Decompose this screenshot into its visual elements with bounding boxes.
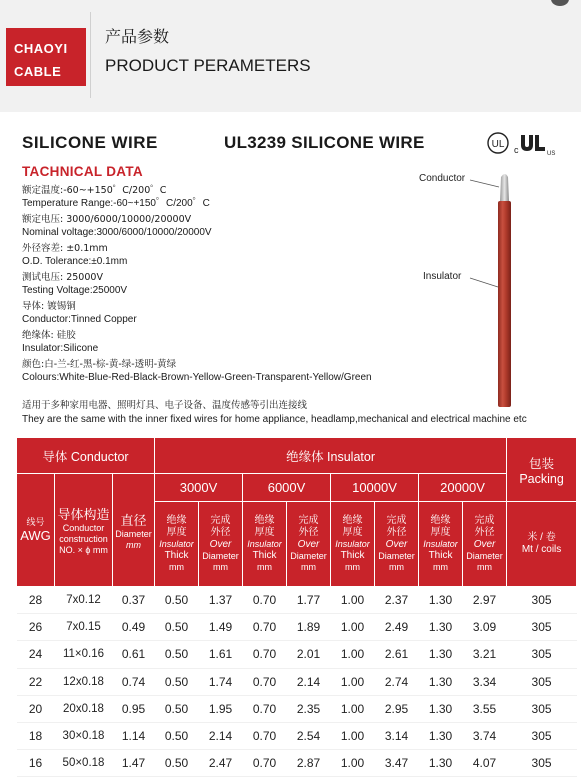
spec-cn: 颜色:白-兰-红-黑-棕-黄-绿-透明-黄绿	[22, 359, 177, 370]
thick-unit: mm	[257, 562, 273, 572]
cell-thick: 0.70	[243, 695, 287, 722]
od-unit: mm	[477, 562, 493, 572]
thick-header	[419, 502, 463, 587]
cell-diameter: 1.14	[113, 722, 155, 749]
spec-cn: 导体: 镀锡铜	[22, 301, 76, 312]
thick-unit: mm	[345, 562, 361, 572]
cell-packing: 305	[507, 668, 577, 695]
cell-od: 4.07	[463, 750, 507, 777]
thick-cn1: 绝缘	[254, 515, 275, 526]
cell-packing: 305	[507, 722, 577, 749]
cell-od: 1.89	[287, 614, 331, 641]
cell-thick: 0.50	[155, 722, 199, 749]
construction-en1: Conductor	[62, 523, 105, 533]
od-cn2: 外径	[210, 527, 231, 538]
cell-thick: 0.70	[243, 722, 287, 749]
cell-awg: 24	[17, 641, 55, 668]
cell-thick: 0.50	[155, 750, 199, 777]
cell-od: 3.74	[463, 722, 507, 749]
pack-unit-header	[507, 502, 577, 587]
cell-awg: 28	[17, 587, 55, 614]
cell-thick: 1.00	[331, 614, 375, 641]
od-header	[375, 502, 419, 587]
usage-note	[22, 399, 572, 427]
diameter-unit: mm	[126, 539, 141, 550]
spec-colours	[22, 359, 412, 384]
cell-od: 2.47	[199, 750, 243, 777]
cell-awg: 16	[17, 750, 55, 777]
od-cn2: 外径	[386, 527, 407, 538]
spec-list	[22, 185, 412, 388]
cell-diameter: 0.95	[113, 695, 155, 722]
usage-cn: 适用于多种家用电器、照明灯具、电子设备、温度传感等引出连接线	[22, 400, 308, 411]
cell-packing: 305	[507, 641, 577, 668]
wire-illustration	[415, 165, 565, 410]
od-header	[199, 502, 243, 587]
voltage-header: 6000V	[243, 474, 331, 502]
cell-od: 3.34	[463, 668, 507, 695]
od-en2: Diameter	[290, 551, 327, 561]
spec-en: Colours:White-Blue-Red-Black-Brown-Yellow-Green-Transparent-Yellow/Green	[22, 371, 372, 383]
table-row	[17, 668, 577, 695]
cell-diameter: 0.49	[113, 614, 155, 641]
cell-od: 2.74	[375, 668, 419, 695]
cell-od: 3.55	[463, 695, 507, 722]
spec-tolerance	[22, 243, 412, 268]
thick-cn2: 厚度	[166, 527, 187, 538]
cell-od: 2.97	[463, 587, 507, 614]
thick-cn1: 绝缘	[430, 515, 451, 526]
cell-diameter: 0.37	[113, 587, 155, 614]
insulator-label: Insulator	[423, 271, 462, 282]
conductor-strands	[500, 174, 509, 201]
cell-construction: 20x0.18	[55, 695, 113, 722]
header-divider	[90, 12, 91, 98]
cell-construction: 7x0.12	[55, 587, 113, 614]
insulator-group-header: 绝缘体 Insulator	[155, 438, 507, 474]
thick-en2: Thick	[340, 550, 365, 561]
od-en1: Over	[209, 539, 232, 550]
cell-od: 2.61	[375, 641, 419, 668]
od-header	[287, 502, 331, 587]
ul-mark-us: US	[547, 151, 556, 157]
thick-header	[331, 502, 375, 587]
thick-header	[243, 502, 287, 587]
table-row	[17, 614, 577, 641]
voltage-header: 20000V	[419, 474, 507, 502]
cell-thick: 0.50	[155, 587, 199, 614]
logo-line2: CABLE	[14, 64, 62, 79]
cell-od: 2.01	[287, 641, 331, 668]
spec-en: Testing Voltage:25000V	[22, 284, 128, 296]
thick-cn2: 厚度	[430, 527, 451, 538]
thick-cn2: 厚度	[342, 527, 363, 538]
awg-en: AWG	[20, 528, 51, 543]
cell-thick: 1.00	[331, 641, 375, 668]
cell-diameter: 0.61	[113, 641, 155, 668]
construction-cn: 导体构造	[57, 507, 110, 522]
od-unit: mm	[389, 562, 405, 572]
spec-testing-voltage	[22, 272, 412, 297]
parameter-table-wrap	[16, 437, 576, 777]
od-cn1: 完成	[474, 515, 495, 526]
product-name: SILICONE WIRE	[22, 133, 158, 152]
table-row	[17, 587, 577, 614]
cell-od: 3.09	[463, 614, 507, 641]
cell-od: 1.95	[199, 695, 243, 722]
cell-thick: 1.00	[331, 695, 375, 722]
spec-en: Conductor:Tinned Copper	[22, 313, 137, 325]
cell-thick: 1.00	[331, 587, 375, 614]
spec-conductor	[22, 301, 412, 326]
table-row	[17, 695, 577, 722]
cell-diameter: 0.74	[113, 668, 155, 695]
cell-thick: 1.30	[419, 668, 463, 695]
cell-od: 2.37	[375, 587, 419, 614]
thick-en1: Insulator	[247, 539, 282, 549]
cell-thick: 1.00	[331, 722, 375, 749]
spec-voltage	[22, 214, 412, 239]
cell-construction: 12x0.18	[55, 668, 113, 695]
cell-awg: 20	[17, 695, 55, 722]
table-row	[17, 641, 577, 668]
cell-thick: 1.30	[419, 641, 463, 668]
od-cn2: 外径	[298, 527, 319, 538]
logo-line1: CHAOYI	[14, 41, 68, 56]
od-header	[463, 502, 507, 587]
thick-cn1: 绝缘	[342, 515, 363, 526]
parameter-table	[16, 437, 577, 777]
thick-en1: Insulator	[335, 539, 370, 549]
od-cn1: 完成	[298, 515, 319, 526]
cell-thick: 0.70	[243, 641, 287, 668]
cell-construction: 11×0.16	[55, 641, 113, 668]
thick-en1: Insulator	[423, 539, 458, 549]
brand-logo	[6, 28, 86, 86]
spec-cn: 绝缘体: 硅胶	[22, 330, 76, 341]
spec-cn: 外径容差: ±0.1mm	[22, 243, 108, 254]
spec-en: Temperature Range:-60~+150゜C/200゜C	[22, 197, 210, 209]
diameter-en: Diameter	[115, 528, 152, 539]
od-en1: Over	[473, 539, 496, 550]
thick-unit: mm	[433, 562, 449, 572]
cell-od: 1.49	[199, 614, 243, 641]
pack-en: Mt / coils	[521, 544, 562, 555]
cell-od: 1.77	[287, 587, 331, 614]
thick-cn1: 绝缘	[166, 515, 187, 526]
thick-unit: mm	[169, 562, 185, 572]
cell-od: 2.49	[375, 614, 419, 641]
awg-header	[17, 474, 55, 587]
cell-thick: 0.50	[155, 668, 199, 695]
ul-certification-icon	[487, 129, 567, 157]
cell-thick: 1.30	[419, 695, 463, 722]
od-unit: mm	[213, 562, 229, 572]
diameter-header	[113, 474, 155, 587]
cell-thick: 0.70	[243, 750, 287, 777]
cell-packing: 305	[507, 695, 577, 722]
thick-en1: Insulator	[159, 539, 194, 549]
ul-mark-text: UL	[491, 139, 505, 150]
spec-cn: 测试电压: 25000V	[22, 272, 103, 283]
cell-thick: 1.30	[419, 750, 463, 777]
construction-en2: construction	[59, 534, 108, 544]
header-title-cn: 产品参数	[105, 27, 170, 46]
construction-header	[55, 474, 113, 587]
thick-en2: Thick	[164, 550, 189, 561]
od-en1: Over	[385, 539, 408, 550]
spec-en: Nominal voltage:3000/6000/10000/20000V	[22, 226, 212, 238]
cell-thick: 1.30	[419, 722, 463, 749]
cell-thick: 1.30	[419, 587, 463, 614]
cell-packing: 305	[507, 750, 577, 777]
insulator-pointer	[470, 278, 498, 287]
cell-thick: 0.70	[243, 668, 287, 695]
spec-en: Insulator:Silicone	[22, 342, 99, 354]
cell-awg: 22	[17, 668, 55, 695]
insulator-jacket	[498, 201, 511, 407]
cell-od: 2.14	[199, 722, 243, 749]
od-cn1: 完成	[386, 515, 407, 526]
od-en2: Diameter	[202, 551, 239, 561]
cell-od: 1.74	[199, 668, 243, 695]
od-en1: Over	[297, 539, 320, 550]
cell-od: 3.14	[375, 722, 419, 749]
spec-en: O.D. Tolerance:±0.1mm	[22, 255, 128, 267]
packing-cn: 包装	[529, 456, 555, 471]
usage-en: They are the same with the inner fixed wires for home appliance, headlamp,mechanical and electrical machine etc	[22, 414, 527, 425]
ul-mark-c: c	[514, 145, 519, 155]
cell-od: 1.37	[199, 587, 243, 614]
cell-od: 1.61	[199, 641, 243, 668]
cell-thick: 1.00	[331, 750, 375, 777]
product-title-row	[22, 133, 567, 155]
diameter-cn: 直径	[120, 512, 147, 528]
header-band	[0, 0, 581, 112]
cell-od: 2.54	[287, 722, 331, 749]
spec-temperature	[22, 185, 412, 210]
od-cn1: 完成	[210, 515, 231, 526]
conductor-label: Conductor	[419, 173, 466, 184]
cell-thick: 0.50	[155, 614, 199, 641]
pack-cn: 米 / 卷	[527, 532, 556, 543]
cell-packing: 305	[507, 587, 577, 614]
table-row	[17, 722, 577, 749]
cell-od: 2.35	[287, 695, 331, 722]
product-model: UL3239 SILICONE WIRE	[224, 133, 425, 152]
od-en2: Diameter	[466, 551, 503, 561]
awg-cn: 线号	[26, 517, 45, 527]
table-row	[17, 750, 577, 777]
conductor-pointer	[470, 180, 499, 187]
od-en2: Diameter	[378, 551, 415, 561]
packing-header	[507, 438, 577, 502]
cell-thick: 1.30	[419, 614, 463, 641]
construction-en3: NO. × ϕ mm	[59, 545, 108, 555]
voltage-header: 3000V	[155, 474, 243, 502]
cell-od: 2.14	[287, 668, 331, 695]
spec-cn: 额定电压: 3000/6000/10000/20000V	[22, 214, 192, 225]
spec-cn: 额定温度:-60~+150゜C/200゜C	[22, 185, 167, 196]
cell-thick: 0.50	[155, 695, 199, 722]
spec-insulator	[22, 330, 412, 355]
cell-construction: 30×0.18	[55, 722, 113, 749]
od-cn2: 外径	[474, 527, 495, 538]
cell-thick: 0.70	[243, 587, 287, 614]
cell-awg: 18	[17, 722, 55, 749]
voltage-header: 10000V	[331, 474, 419, 502]
thick-cn2: 厚度	[254, 527, 275, 538]
cell-construction: 7x0.15	[55, 614, 113, 641]
cell-thick: 1.00	[331, 668, 375, 695]
conductor-group-header: 导体 Conductor	[17, 438, 155, 474]
cell-thick: 0.50	[155, 641, 199, 668]
cell-od: 3.21	[463, 641, 507, 668]
header-title-en: PRODUCT PERAMETERS	[105, 56, 311, 75]
thick-en2: Thick	[252, 550, 277, 561]
cell-od: 2.87	[287, 750, 331, 777]
cell-packing: 305	[507, 614, 577, 641]
thick-header	[155, 502, 199, 587]
cell-thick: 0.70	[243, 614, 287, 641]
tech-data-title: TACHNICAL DATA	[22, 164, 143, 179]
thick-en2: Thick	[428, 550, 453, 561]
cell-construction: 50×0.18	[55, 750, 113, 777]
cell-od: 3.47	[375, 750, 419, 777]
od-unit: mm	[301, 562, 317, 572]
corner-mark	[551, 0, 569, 6]
cell-diameter: 1.47	[113, 750, 155, 777]
cell-awg: 26	[17, 614, 55, 641]
packing-en: Packing	[519, 471, 564, 486]
cell-od: 2.95	[375, 695, 419, 722]
